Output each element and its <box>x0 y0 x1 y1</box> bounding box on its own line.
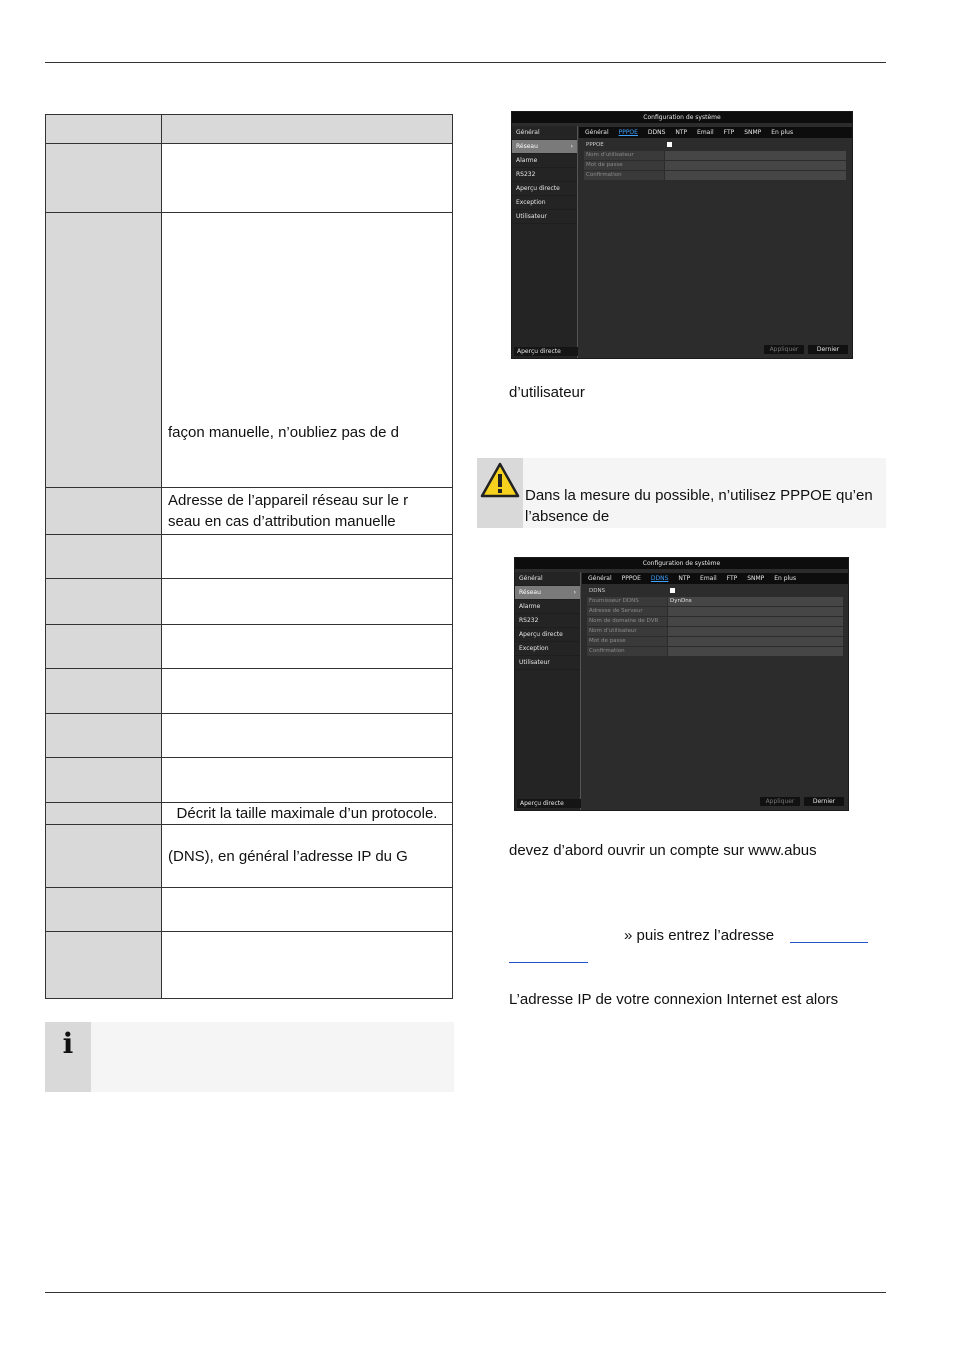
password-field[interactable] <box>668 637 843 646</box>
tab-ddns[interactable]: DDNS <box>650 575 669 582</box>
server-address-label: Adresse de Serveur <box>587 607 667 616</box>
tab-ddns[interactable]: DDNS <box>647 129 666 136</box>
apply-button[interactable]: Appliquer <box>760 797 800 806</box>
tab-pppoe[interactable]: PPPOE <box>621 575 641 582</box>
confirm-field[interactable] <box>665 171 846 180</box>
tab-pppoe[interactable]: PPPOE <box>618 129 638 136</box>
table-row <box>46 803 453 825</box>
paragraph: L’adresse IP de votre connexion Internet est alors <box>509 991 839 1008</box>
sidebar-item-exception[interactable]: Exception <box>512 196 577 210</box>
sidebar-item-rs232[interactable]: RS232 <box>512 168 577 182</box>
back-button[interactable]: Dernier <box>808 345 848 354</box>
table-cell: Décrit la taille maximale d’un protocole. <box>162 803 453 825</box>
confirm-label: Confirmation <box>587 647 667 656</box>
tab-ftp[interactable]: FTP <box>723 129 735 136</box>
dvr-sidebar <box>515 572 581 810</box>
tab-en-plus[interactable]: En plus <box>774 575 797 582</box>
dvr-sidebar <box>512 126 578 358</box>
tab-ntp[interactable]: NTP <box>678 575 691 582</box>
domain-label: Nom de domaine de DVR <box>587 617 667 626</box>
bottom-rule <box>45 1292 886 1293</box>
paragraph: » puis entrez l’adresse <box>624 927 775 944</box>
table-cell <box>162 714 453 758</box>
password-label: Mot de passe <box>587 637 667 646</box>
link-underline[interactable] <box>509 962 588 963</box>
pppoe-checkbox[interactable] <box>667 142 672 147</box>
info-note <box>45 1022 454 1092</box>
sidebar-item-apercu[interactable]: Aperçu directe <box>512 182 577 196</box>
username-field[interactable] <box>668 627 843 636</box>
password-label: Mot de passe <box>584 161 664 170</box>
back-button[interactable]: Dernier <box>804 797 844 806</box>
table-cell: Adresse de l’appareil réseau sur le r seau en cas d’attribution manuelle <box>162 488 453 535</box>
table-row <box>46 144 453 213</box>
info-icon: i <box>45 1022 91 1092</box>
tab-en-plus[interactable]: En plus <box>771 129 794 136</box>
table-cell <box>162 669 453 714</box>
dvr-title: Configuration de système <box>515 558 848 569</box>
domain-field[interactable] <box>668 617 843 626</box>
dvr-screenshot-ddns <box>514 557 849 811</box>
ddns-label: DDNS <box>589 588 606 594</box>
table-cell: (DNS), en général l’adresse IP du G <box>162 825 453 888</box>
table-row <box>46 888 453 932</box>
dvr-title: Configuration de système <box>512 112 852 123</box>
sidebar-item-alarme[interactable]: Alarme <box>515 600 580 614</box>
table-row <box>46 488 453 535</box>
server-address-field[interactable] <box>668 607 843 616</box>
table-cell <box>162 535 453 579</box>
sidebar-item-alarme[interactable]: Alarme <box>512 154 577 168</box>
dvr-tabs <box>579 127 852 138</box>
username-field[interactable] <box>665 151 846 160</box>
warning-text: Dans la mesure du possible, n’utilisez PPPOE qu’en l’absence de <box>525 487 873 525</box>
warning-icon <box>477 458 523 528</box>
table-row <box>46 625 453 669</box>
confirm-field[interactable] <box>668 647 843 656</box>
sidebar-item-reseau[interactable]: Réseau › <box>515 586 580 600</box>
table-cell: façon manuelle, n’oubliez pas de d <box>168 424 399 441</box>
tab-email[interactable]: Email <box>697 129 714 136</box>
confirm-label: Confirmation <box>584 171 664 180</box>
table-cell <box>162 758 453 803</box>
sidebar-item-general[interactable]: Général <box>512 126 577 140</box>
sidebar-item-general[interactable]: Général <box>515 572 580 586</box>
provider-label: Fournisseur DDNS <box>587 597 667 606</box>
tab-snmp[interactable]: SNMP <box>747 575 765 582</box>
tab-ntp[interactable]: NTP <box>675 129 688 136</box>
dvr-screenshot-pppoe <box>511 111 853 359</box>
paragraph: d’utilisateur <box>509 384 585 401</box>
tab-ftp[interactable]: FTP <box>726 575 738 582</box>
table-cell <box>162 144 453 213</box>
ddns-form <box>587 587 843 657</box>
tab-email[interactable]: Email <box>700 575 717 582</box>
top-rule <box>45 62 886 63</box>
table-cell <box>162 888 453 932</box>
live-view-button[interactable]: Aperçu directe <box>517 799 581 808</box>
table-row <box>46 825 453 888</box>
table-cell <box>162 579 453 625</box>
live-view-button[interactable]: Aperçu directe <box>514 347 578 356</box>
sidebar-item-exception[interactable]: Exception <box>515 642 580 656</box>
table-row <box>46 535 453 579</box>
password-field[interactable] <box>665 161 846 170</box>
tab-general[interactable]: Général <box>585 129 609 136</box>
warning-note <box>477 458 886 528</box>
sidebar-item-rs232[interactable]: RS232 <box>515 614 580 628</box>
username-label: Nom d’utilisateur <box>584 151 664 160</box>
sidebar-item-utilisateur[interactable]: Utilisateur <box>512 210 577 224</box>
table-row <box>46 669 453 714</box>
apply-button[interactable]: Appliquer <box>764 345 804 354</box>
provider-select[interactable]: DynDns <box>668 597 843 606</box>
link-underline[interactable] <box>790 942 868 943</box>
table-header-row <box>46 115 453 144</box>
pppoe-form <box>584 141 846 181</box>
table-row <box>46 579 453 625</box>
username-label: Nom d’utilisateur <box>587 627 667 636</box>
table-cell <box>162 625 453 669</box>
paragraph: devez d’abord ouvrir un compte sur www.abus <box>509 842 817 859</box>
table-cell <box>162 932 453 999</box>
sidebar-item-utilisateur[interactable]: Utilisateur <box>515 656 580 670</box>
sidebar-item-reseau[interactable]: Réseau › <box>512 140 577 154</box>
table-row <box>46 932 453 999</box>
dvr-tabs <box>582 573 848 584</box>
tab-snmp[interactable]: SNMP <box>744 129 762 136</box>
settings-table <box>45 114 453 999</box>
table-row <box>46 714 453 758</box>
tab-general[interactable]: Général <box>588 575 612 582</box>
pppoe-label: PPPOE <box>586 142 604 148</box>
table-row <box>46 758 453 803</box>
ddns-checkbox[interactable] <box>670 588 675 593</box>
sidebar-item-apercu[interactable]: Aperçu directe <box>515 628 580 642</box>
table-row <box>46 213 453 488</box>
